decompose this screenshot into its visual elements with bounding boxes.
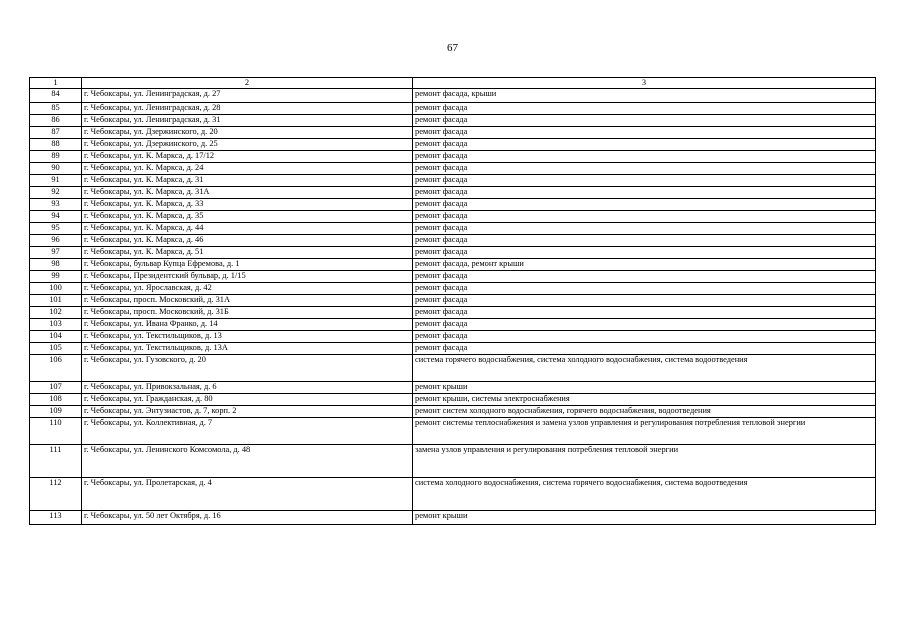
table-row xyxy=(30,271,876,283)
row-work: ремонт фасада xyxy=(413,295,876,307)
row-work: ремонт фасада xyxy=(413,271,876,283)
row-address: г. Чебоксары, ул. Гузовского, д. 20 xyxy=(82,355,413,382)
row-number: 101 xyxy=(30,295,82,307)
row-address: г. Чебоксары, ул. К. Маркса, д. 31А xyxy=(82,187,413,199)
row-work: ремонт фасада xyxy=(413,163,876,175)
row-address: г. Чебоксары, ул. Энтузиастов, д. 7, корп. 2 xyxy=(82,406,413,418)
row-number: 94 xyxy=(30,211,82,223)
table-row xyxy=(30,478,876,511)
table-row xyxy=(30,394,876,406)
table-row xyxy=(30,89,876,103)
row-address: г. Чебоксары, ул. Ярославская, д. 42 xyxy=(82,283,413,295)
row-address: г. Чебоксары, ул. К. Маркса, д. 51 xyxy=(82,247,413,259)
row-address: г. Чебоксары, ул. Дзержинского, д. 25 xyxy=(82,139,413,151)
table-row xyxy=(30,418,876,445)
table-row xyxy=(30,199,876,211)
row-address: г. Чебоксары, ул. К. Маркса, д. 33 xyxy=(82,199,413,211)
table-row xyxy=(30,343,876,355)
row-number: 90 xyxy=(30,163,82,175)
page-number: 67 xyxy=(447,42,458,54)
row-work: ремонт крыши xyxy=(413,511,876,525)
table-row xyxy=(30,331,876,343)
row-work: система холодного водоснабжения, система горячего водоснабжения, система водоотведения xyxy=(413,478,876,511)
row-number: 110 xyxy=(30,418,82,445)
table-row xyxy=(30,259,876,271)
row-number: 102 xyxy=(30,307,82,319)
row-number: 105 xyxy=(30,343,82,355)
row-work: ремонт фасада xyxy=(413,115,876,127)
row-number: 100 xyxy=(30,283,82,295)
row-work: система горячего водоснабжения, система холодного водоснабжения, система водоотведения xyxy=(413,355,876,382)
row-address: г. Чебоксары, ул. Ивана Франко, д. 14 xyxy=(82,319,413,331)
row-address: г. Чебоксары, ул. Пролетарская, д. 4 xyxy=(82,478,413,511)
row-number: 84 xyxy=(30,89,82,103)
row-work: ремонт фасада xyxy=(413,235,876,247)
row-address: г. Чебоксары, ул. К. Маркса, д. 44 xyxy=(82,223,413,235)
table-row xyxy=(30,151,876,163)
row-work: ремонт фасада xyxy=(413,127,876,139)
row-address: г. Чебоксары, бульвар Купца Ефремова, д. 1 xyxy=(82,259,413,271)
table-row xyxy=(30,127,876,139)
row-number: 106 xyxy=(30,355,82,382)
row-number: 107 xyxy=(30,382,82,394)
table-row xyxy=(30,445,876,478)
row-number: 112 xyxy=(30,478,82,511)
row-work: ремонт фасада xyxy=(413,199,876,211)
table-row xyxy=(30,103,876,115)
row-number: 108 xyxy=(30,394,82,406)
row-address: г. Чебоксары, ул. К. Маркса, д. 24 xyxy=(82,163,413,175)
table-row xyxy=(30,406,876,418)
row-work: ремонт фасада xyxy=(413,211,876,223)
row-work: ремонт крыши xyxy=(413,382,876,394)
table-row xyxy=(30,187,876,199)
row-address: г. Чебоксары, ул. К. Маркса, д. 17/12 xyxy=(82,151,413,163)
table-row xyxy=(30,511,876,525)
row-address: г. Чебоксары, ул. Текстильщиков, д. 13А xyxy=(82,343,413,355)
row-address: г. Чебоксары, ул. К. Маркса, д. 46 xyxy=(82,235,413,247)
row-work: ремонт фасада xyxy=(413,343,876,355)
row-address: г. Чебоксары, ул. Ленинского Комсомола, д. 48 xyxy=(82,445,413,478)
row-work: ремонт фасада xyxy=(413,187,876,199)
row-address: г. Чебоксары, ул. К. Маркса, д. 31 xyxy=(82,175,413,187)
row-address: г. Чебоксары, просп. Московский, д. 31Б xyxy=(82,307,413,319)
table-row xyxy=(30,247,876,259)
header-col-1: 1 xyxy=(30,78,82,89)
repair-table xyxy=(29,77,876,525)
row-address: г. Чебоксары, ул. Ленинградская, д. 31 xyxy=(82,115,413,127)
row-work: ремонт фасада xyxy=(413,319,876,331)
row-address: г. Чебоксары, ул. Гражданская, д. 80 xyxy=(82,394,413,406)
row-number: 109 xyxy=(30,406,82,418)
row-work: ремонт фасада xyxy=(413,307,876,319)
row-work: ремонт систем холодного водоснабжения, горячего водоснабжения, водоотведения xyxy=(413,406,876,418)
row-number: 99 xyxy=(30,271,82,283)
row-number: 111 xyxy=(30,445,82,478)
table-row xyxy=(30,307,876,319)
table-row xyxy=(30,283,876,295)
table-row xyxy=(30,163,876,175)
row-address: г. Чебоксары, ул. Коллективная, д. 7 xyxy=(82,418,413,445)
table-row xyxy=(30,295,876,307)
header-col-3: 3 xyxy=(413,78,876,89)
row-work: ремонт фасада xyxy=(413,283,876,295)
row-number: 93 xyxy=(30,199,82,211)
row-address: г. Чебоксары, ул. К. Маркса, д. 35 xyxy=(82,211,413,223)
row-work: ремонт фасада xyxy=(413,331,876,343)
table-row xyxy=(30,223,876,235)
row-number: 113 xyxy=(30,511,82,525)
row-address: г. Чебоксары, просп. Московский, д. 31А xyxy=(82,295,413,307)
row-work: ремонт фасада, крыши xyxy=(413,89,876,103)
row-work: ремонт фасада, ремонт крыши xyxy=(413,259,876,271)
row-address: г. Чебоксары, ул. Ленинградская, д. 28 xyxy=(82,103,413,115)
table-row xyxy=(30,139,876,151)
row-number: 89 xyxy=(30,151,82,163)
row-address: г. Чебоксары, ул. Привокзальная, д. 6 xyxy=(82,382,413,394)
row-number: 103 xyxy=(30,319,82,331)
row-work: замена узлов управления и регулирования потребления тепловой энергии xyxy=(413,445,876,478)
row-number: 95 xyxy=(30,223,82,235)
row-work: ремонт фасада xyxy=(413,223,876,235)
row-work: ремонт крыши, системы электроснабжения xyxy=(413,394,876,406)
row-address: г. Чебоксары, ул. 50 лет Октября, д. 16 xyxy=(82,511,413,525)
row-number: 88 xyxy=(30,139,82,151)
header-col-2: 2 xyxy=(82,78,413,89)
table-row xyxy=(30,382,876,394)
row-address: г. Чебоксары, ул. Текстильщиков, д. 13 xyxy=(82,331,413,343)
table-row xyxy=(30,319,876,331)
table-row xyxy=(30,211,876,223)
row-number: 97 xyxy=(30,247,82,259)
row-work: ремонт фасада xyxy=(413,103,876,115)
row-work: ремонт фасада xyxy=(413,175,876,187)
row-address: г. Чебоксары, ул. Ленинградская, д. 27 xyxy=(82,89,413,103)
row-number: 96 xyxy=(30,235,82,247)
table-row xyxy=(30,355,876,382)
row-number: 87 xyxy=(30,127,82,139)
row-address: г. Чебоксары, Президентский бульвар, д. 1/15 xyxy=(82,271,413,283)
row-work: ремонт фасада xyxy=(413,139,876,151)
table-row xyxy=(30,175,876,187)
row-work: ремонт системы теплоснабжения и замена узлов управления и регулирования потребления тепловой энергии xyxy=(413,418,876,445)
table-body xyxy=(30,78,876,525)
row-work: ремонт фасада xyxy=(413,247,876,259)
row-work: ремонт фасада xyxy=(413,151,876,163)
table-row xyxy=(30,115,876,127)
row-number: 98 xyxy=(30,259,82,271)
row-number: 85 xyxy=(30,103,82,115)
table-header-row xyxy=(30,78,876,89)
table-row xyxy=(30,235,876,247)
row-number: 91 xyxy=(30,175,82,187)
row-address: г. Чебоксары, ул. Дзержинского, д. 20 xyxy=(82,127,413,139)
row-number: 86 xyxy=(30,115,82,127)
row-number: 104 xyxy=(30,331,82,343)
row-number: 92 xyxy=(30,187,82,199)
